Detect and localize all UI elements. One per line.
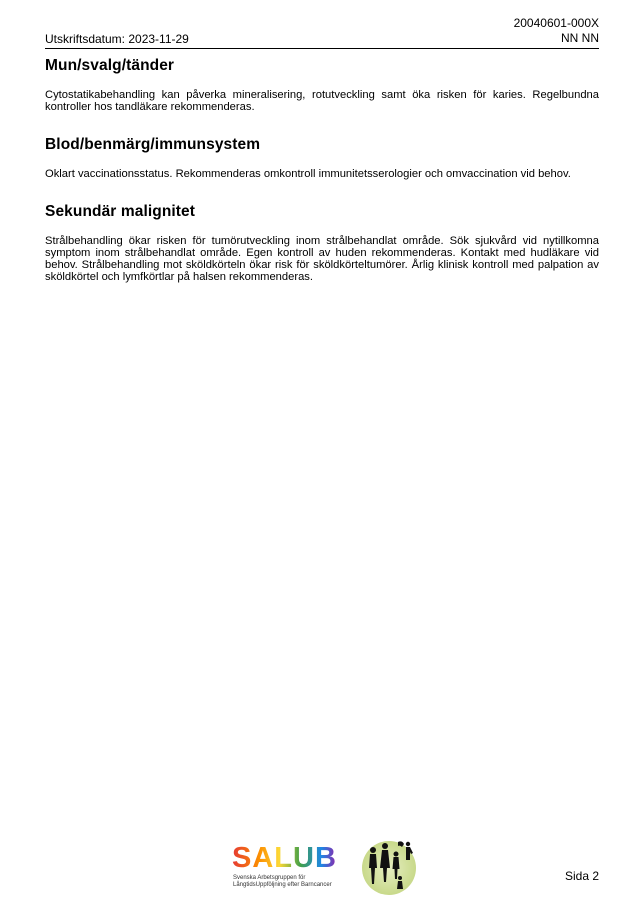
patient-info	[514, 16, 599, 46]
logo-subtitle-2: LångtidsUppföljning efter Barncancer	[233, 882, 332, 888]
section-text: Cytostatikabehandling kan påverka mineralisering, rotutveckling samt öka risken för karies. Regelbundna kontroller hos tandläkare rekommenderas.	[45, 89, 599, 113]
logo-wordmark: SALUB	[232, 842, 337, 874]
logo-subtitle-1: Svenska Arbetsgruppen för	[233, 875, 306, 881]
section-heading: Sekundär malignitet	[45, 203, 196, 220]
section-malignancy	[45, 203, 599, 283]
document-body	[45, 57, 599, 306]
patient-name: NN NN	[561, 31, 599, 45]
section-mouth	[45, 57, 599, 113]
patient-id: 20040601-000X	[513, 16, 599, 30]
page-number: Sida 2	[564, 869, 599, 883]
print-date: Utskriftsdatum: 2023-11-29	[45, 32, 189, 46]
section-heading: Blod/benmärg/immunsystem	[45, 136, 261, 153]
page-header	[45, 16, 599, 49]
salub-logo	[228, 838, 418, 900]
section-heading: Mun/svalg/tänder	[45, 57, 175, 74]
section-blood	[45, 136, 599, 180]
section-text: Strålbehandling ökar risken för tumörutveckling inom strålbehandlat område. Sök sjukvård vid nytillkomna symptom inom strålbehandlat område. Egen kontroll av huden rekommenderas. Kontakt med hudläkare vid behov. Strålbehandling mot sköldkörteln ökar risk för sköldkörteltumörer. Årlig klinisk kontroll med palpation av sköldkörtel och lymfkörtlar på halsen rekommenderas.	[45, 235, 599, 283]
section-text: Oklart vaccinationsstatus. Rekommenderas omkontroll immunitetsserologier och omvaccination vid behov.	[45, 168, 571, 180]
page-footer	[0, 838, 643, 900]
